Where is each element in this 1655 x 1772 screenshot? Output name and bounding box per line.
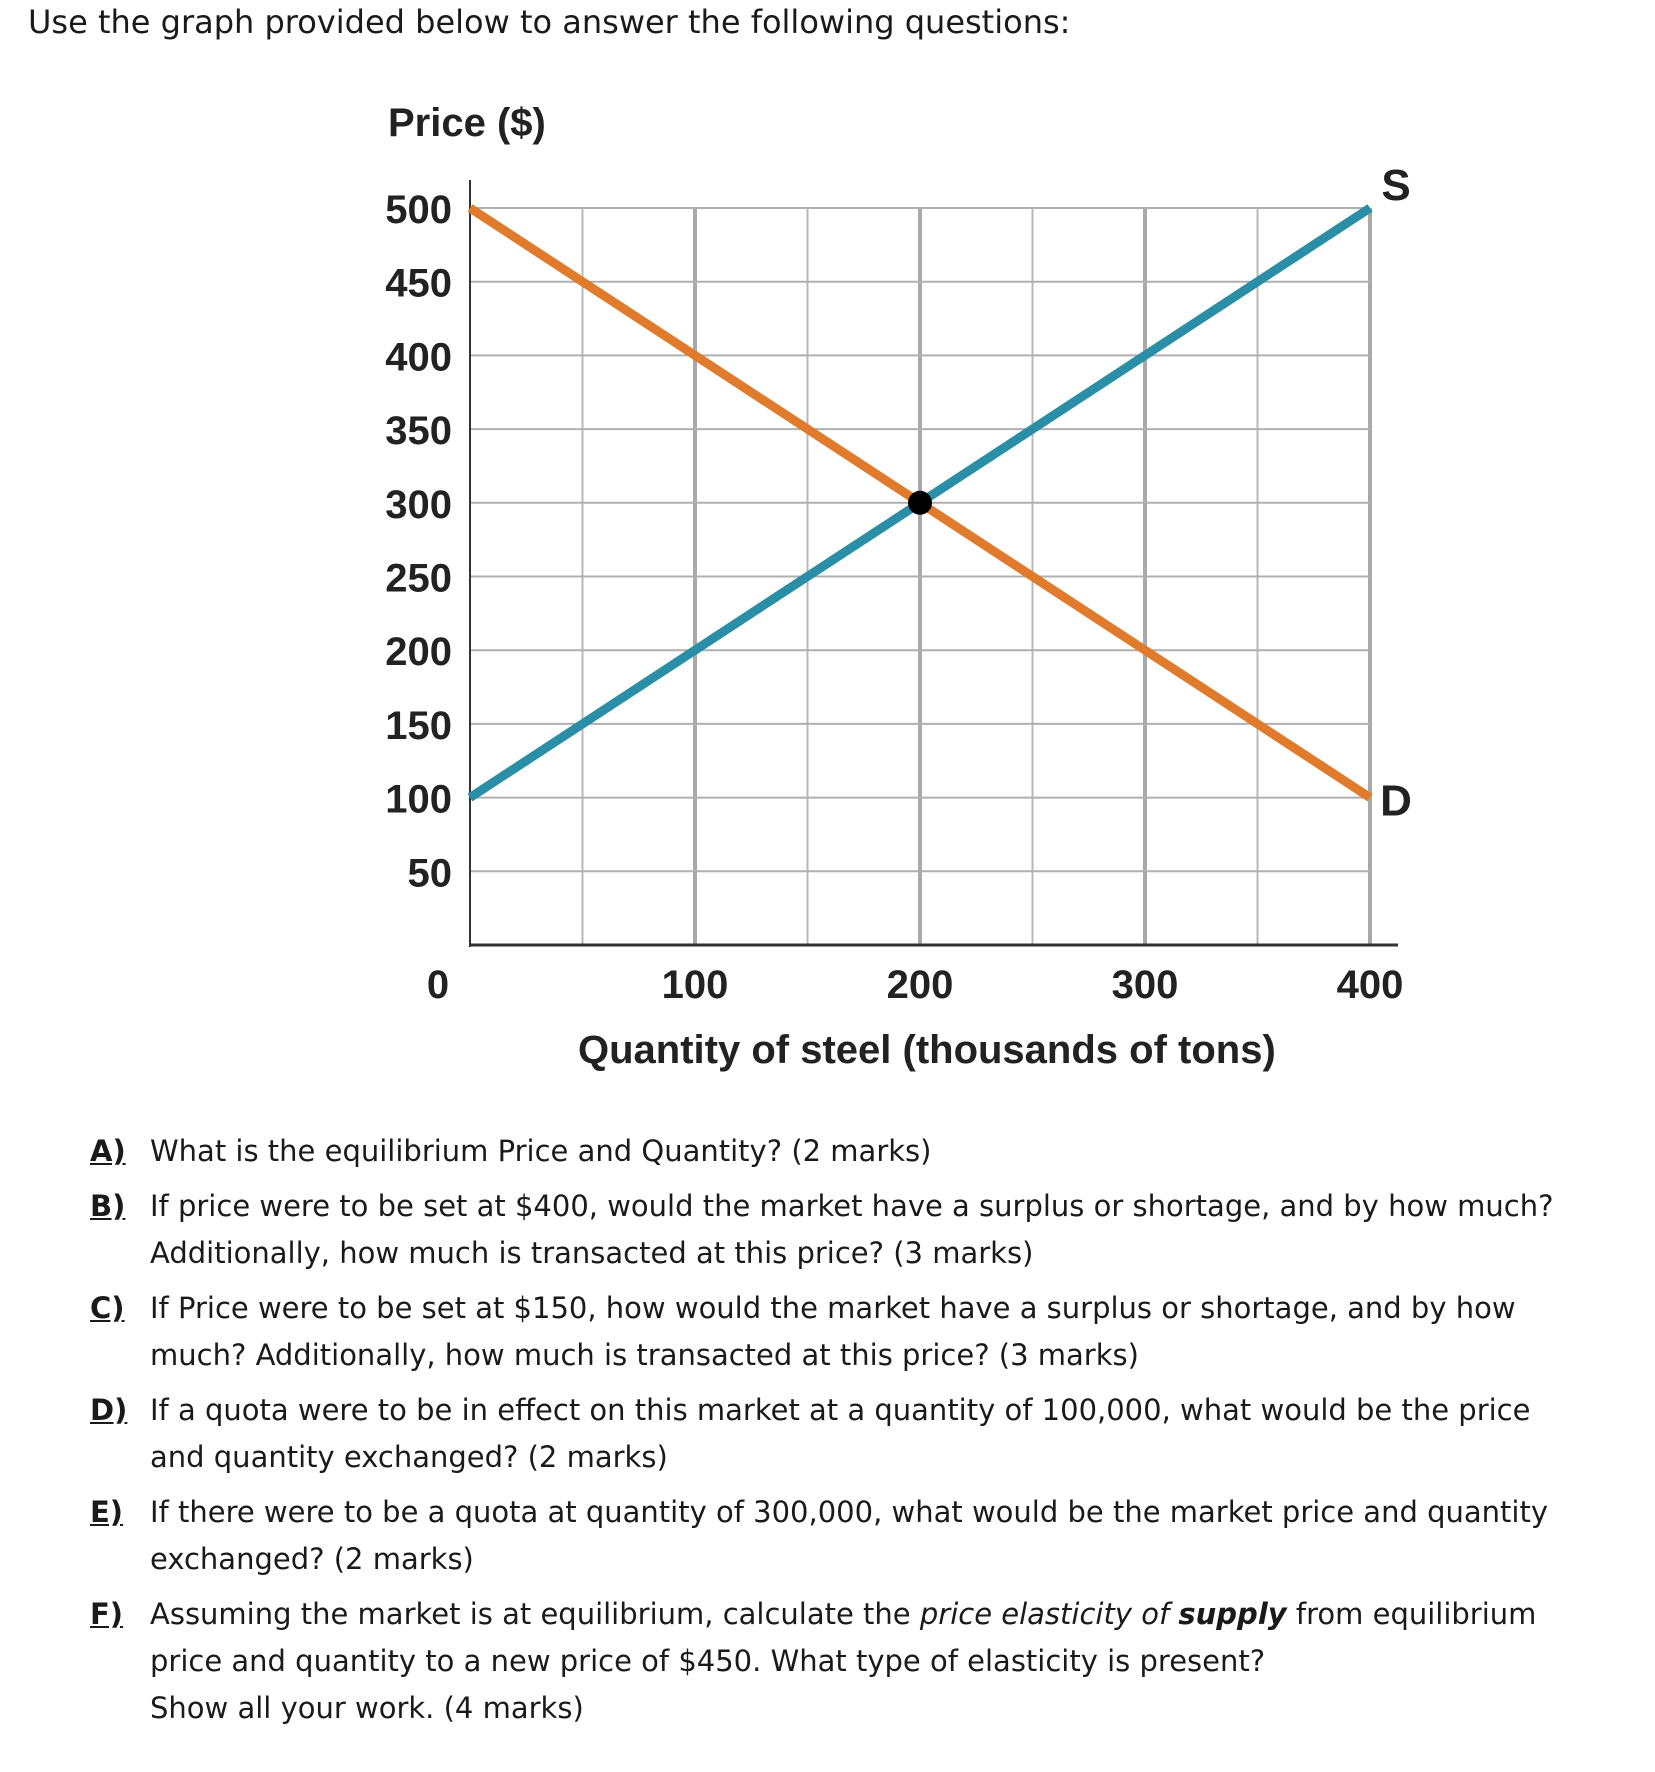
x-axis-label: Quantity of steel (thousands of tons) <box>578 1028 1276 1072</box>
y-tick-label: 350 <box>385 409 452 454</box>
x-tick-label: 300 <box>1111 963 1179 1007</box>
x-tick-label: 400 <box>1336 963 1404 1007</box>
x-tick-labels <box>427 963 1404 1007</box>
question-text: If price were to be set at $400, would the market have a surplus or shortage, and by how much? <box>150 1189 1554 1223</box>
question-b <box>90 1183 1610 1277</box>
question-text: If a quota were to be in effect on this market at a quantity of 100,000, what would be the price <box>150 1393 1531 1427</box>
y-tick-label: 450 <box>385 261 452 306</box>
question-text: What is the equilibrium Price and Quantity? (2 marks) <box>150 1134 932 1168</box>
question-letter: D) <box>90 1393 128 1427</box>
question-text: Show all your work. (4 marks) <box>150 1691 584 1725</box>
question-text: If there were to be a quota at quantity of 300,000, what would be the market price and quantity <box>150 1495 1548 1529</box>
question-letter: C) <box>90 1291 125 1325</box>
y-tick-label: 500 <box>385 188 452 232</box>
demand-label: D <box>1380 776 1412 826</box>
y-tick-label: 50 <box>407 851 452 896</box>
equilibrium-point <box>908 491 932 515</box>
question-text: exchanged? (2 marks) <box>150 1542 474 1576</box>
question-text <box>150 1591 1610 1638</box>
question-letter: F) <box>90 1597 124 1631</box>
question-letter: E) <box>90 1495 124 1529</box>
question-text: If Price were to be set at $150, how would the market have a surplus or shortage, and by how <box>150 1291 1516 1325</box>
question-text: price and quantity to a new price of $450. What type of elasticity is present? <box>150 1644 1266 1678</box>
y-tick-label: 400 <box>385 335 452 380</box>
x-tick-label: 200 <box>886 963 954 1007</box>
question-text-part: Assuming the market is at equilibrium, calculate the <box>150 1597 920 1631</box>
supply-demand-chart <box>0 80 1655 1100</box>
question-text: and quantity exchanged? (2 marks) <box>150 1440 668 1474</box>
y-tick-label: 200 <box>385 630 452 675</box>
question-text: much? Additionally, how much is transacted at this price? (3 marks) <box>150 1338 1139 1372</box>
x-tick-label: 100 <box>661 963 729 1007</box>
chart-grid <box>470 208 1370 945</box>
question-text-bold: supply <box>1178 1597 1287 1631</box>
chart-series <box>470 161 1412 826</box>
questions-list <box>90 1128 1610 1740</box>
y-tick-labels <box>385 188 452 895</box>
y-tick-label: 150 <box>385 703 452 748</box>
question-d <box>90 1387 1610 1481</box>
y-tick-label: 300 <box>385 482 452 527</box>
question-letter: A) <box>90 1134 126 1168</box>
question-text-part: from equilibrium <box>1286 1597 1537 1631</box>
instructions-text: Use the graph provided below to answer the following questions: <box>28 3 1071 41</box>
question-letter: B) <box>90 1189 126 1223</box>
question-e <box>90 1489 1610 1583</box>
question-c <box>90 1285 1610 1379</box>
question-text: Additionally, how much is transacted at this price? (3 marks) <box>150 1236 1034 1270</box>
y-tick-label: 250 <box>385 556 452 601</box>
question-f <box>90 1591 1610 1732</box>
x-tick-label: 0 <box>426 963 450 1007</box>
question-text-italic: price elasticity of <box>919 1597 1179 1631</box>
y-axis-label: Price ($) <box>388 101 546 145</box>
y-tick-label: 100 <box>385 777 452 822</box>
supply-label: S <box>1381 161 1411 210</box>
question-a <box>90 1128 1610 1175</box>
